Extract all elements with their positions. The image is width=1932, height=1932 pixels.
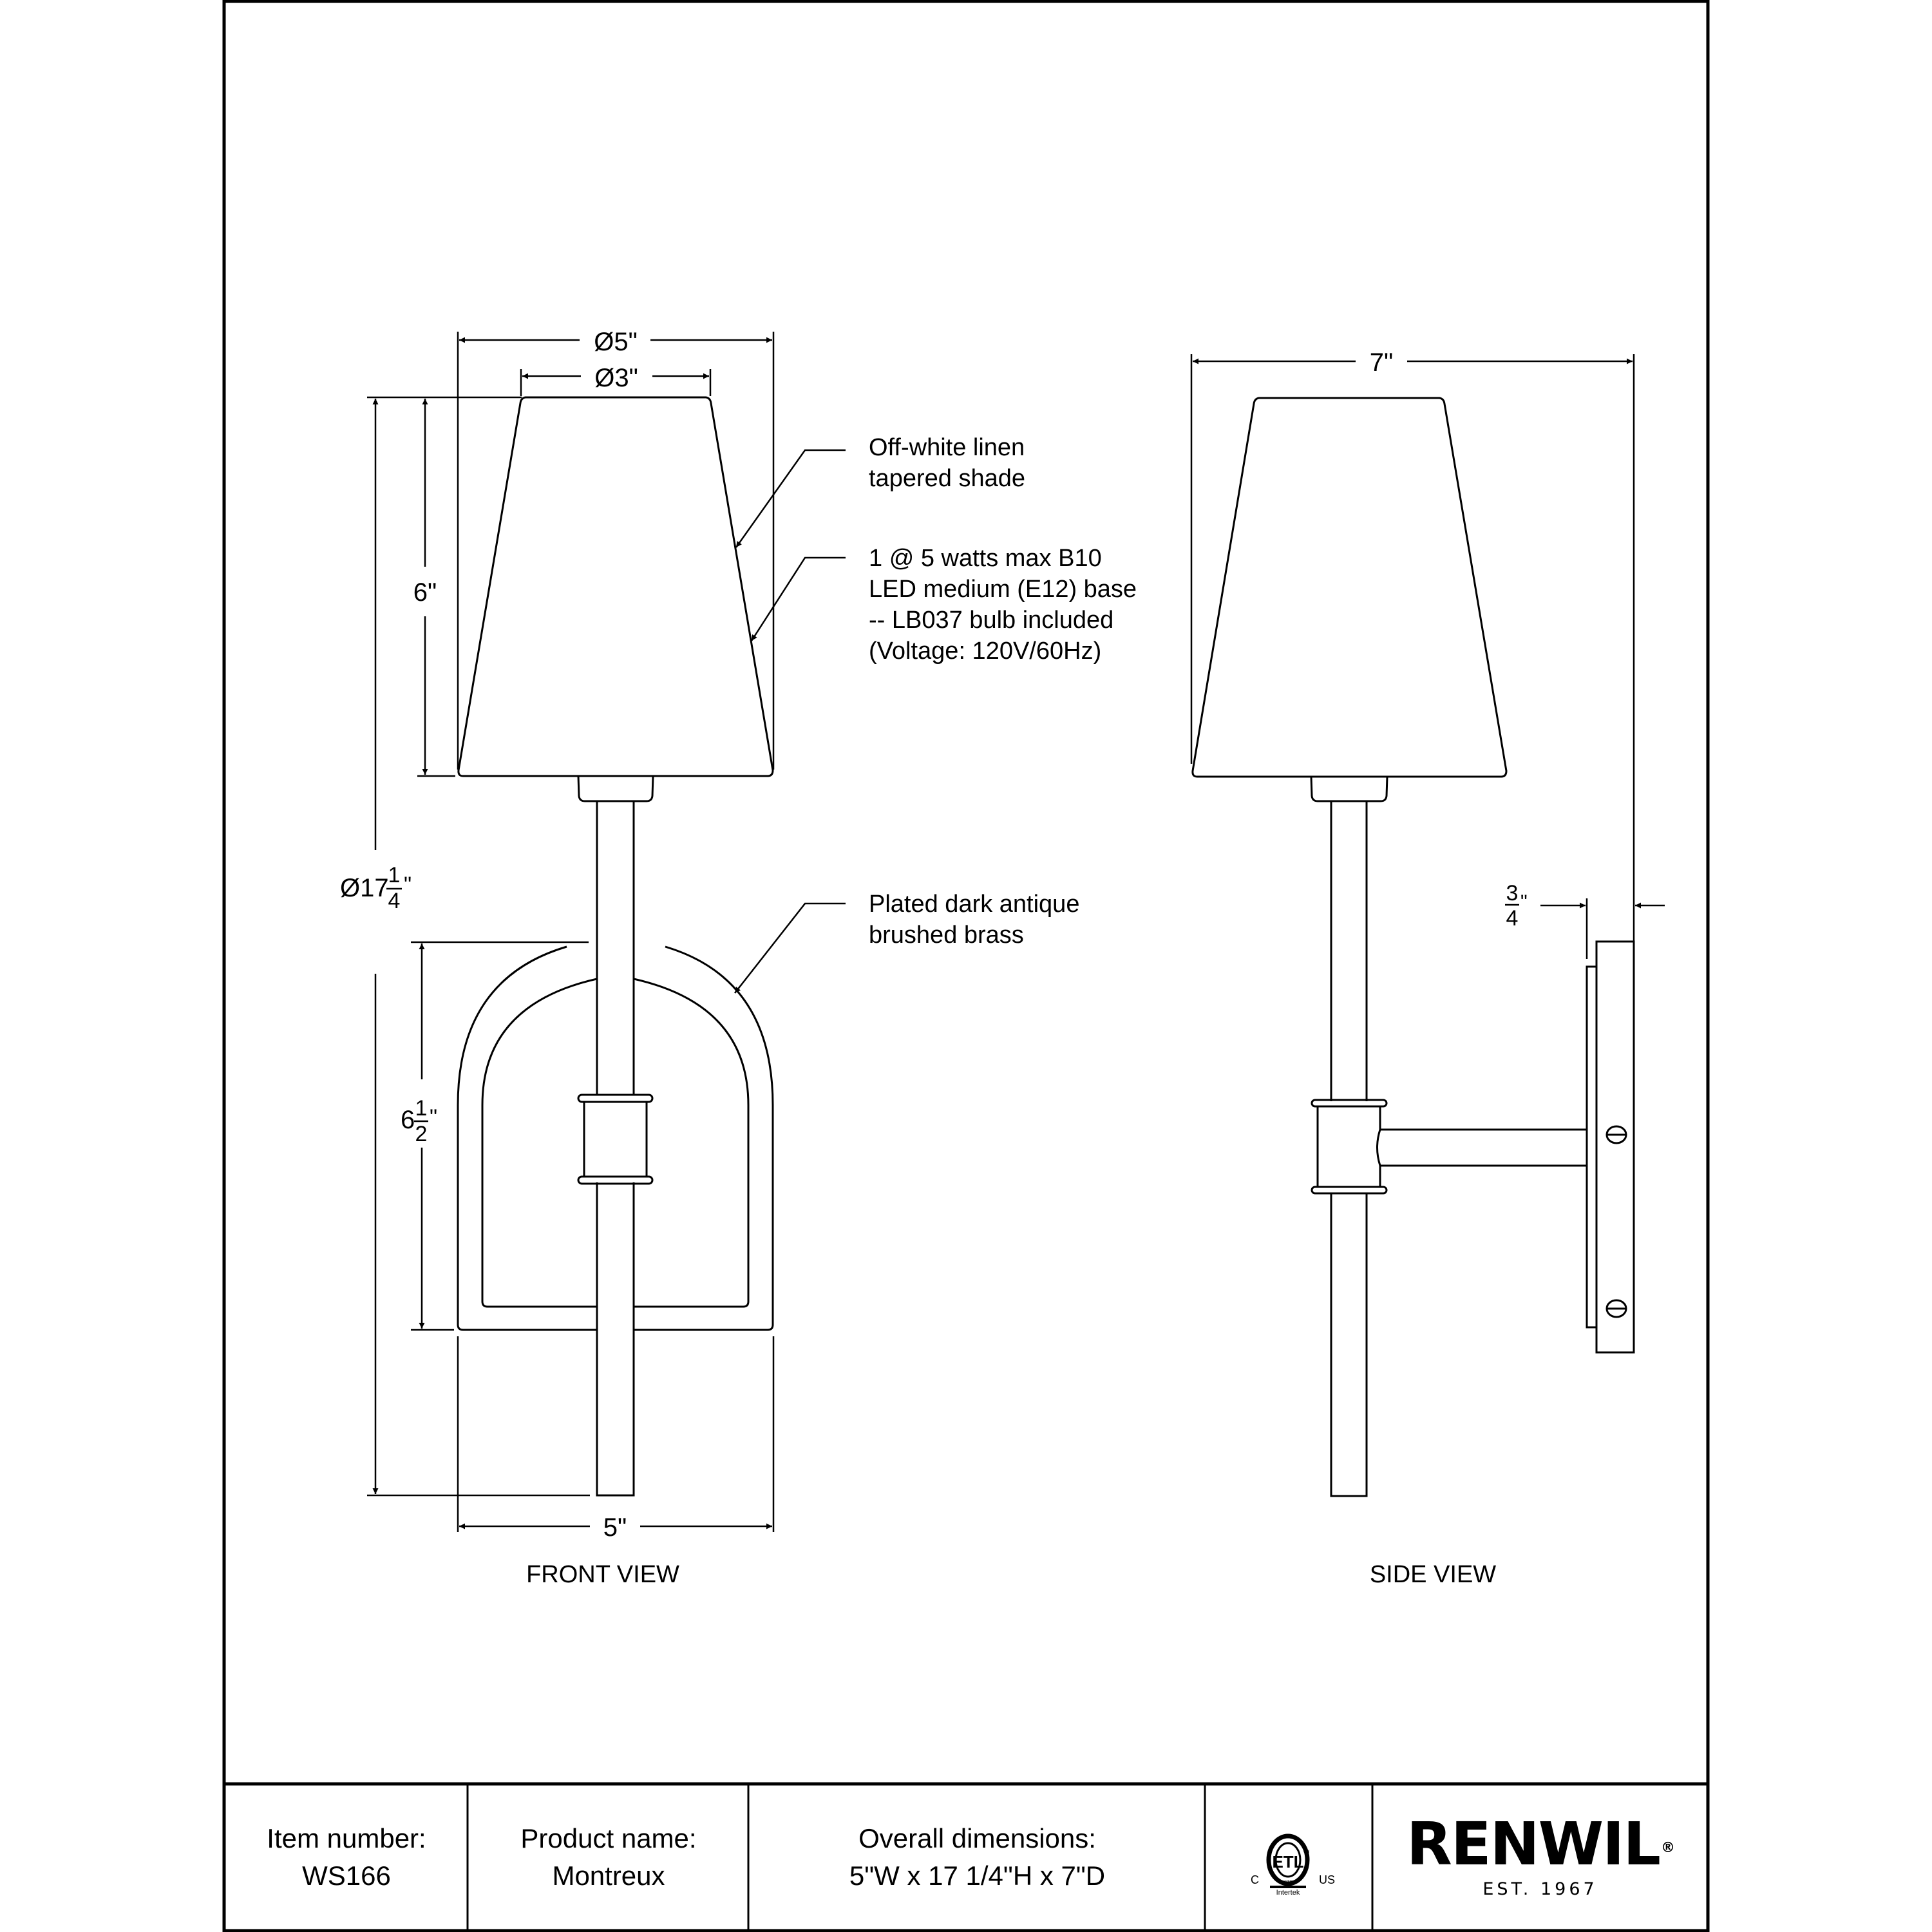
front-collar-ring-bottom [578,1177,652,1184]
front-collar-ring-top [578,1095,652,1102]
side-dimensions [1191,354,1665,959]
overall-dimensions-cell [750,1784,1205,1931]
dim-overall-height-den: 4 [388,889,401,913]
svg-text:C: C [1251,1873,1259,1886]
dim-backplate-height-whole: 6 [401,1106,415,1134]
screw-icon [1607,1300,1626,1317]
dim-overall-height: Ø17 [340,874,389,902]
inch-mark: " [430,1105,438,1130]
dim-shade-bottom-diameter: Ø5" [594,328,638,356]
overall-dimensions-label: Overall dimensions: [858,1823,1096,1853]
svg-text:US: US [1319,1873,1336,1886]
front-backplate-outer [458,947,773,1330]
callout-leaders [735,450,846,993]
svg-text:Intertek: Intertek [1276,1889,1300,1897]
side-socket [1311,777,1387,801]
svg-text:CM: CM [1303,1850,1310,1854]
front-dimensions [367,332,773,1532]
callout-finish: Plated dark antique brushed brass [869,891,1080,949]
front-collar-body [584,1102,647,1177]
dim-overall-width: 5" [603,1513,627,1542]
side-collar-ring-top [1312,1100,1387,1106]
dim-shade-top-diameter: Ø3" [594,364,638,392]
svg-text:ETL: ETL [1272,1852,1304,1871]
dim-shade-height: 6" [413,578,437,607]
side-view-label: SIDE VIEW [1369,1561,1497,1588]
inch-mark: " [1520,891,1528,913]
front-view-label: FRONT VIEW [526,1561,679,1588]
dim-backplate-height-den: 2 [415,1122,428,1146]
etl-listed-icon [1251,1836,1335,1897]
item-number-label: Item number: [267,1823,426,1853]
brand-tagline: EST. 1967 [1482,1879,1598,1899]
product-name-cell [469,1784,748,1931]
item-number-value: WS166 [302,1861,391,1891]
dim-overall-height-num: 1 [388,863,401,887]
dim-backplate-height-num: 1 [415,1096,428,1121]
sheet-border [224,1,1708,1931]
inch-mark: " [404,873,412,897]
screw-icon [1607,1126,1626,1143]
brand-logo: RENWIL® [1406,1810,1674,1879]
front-stem [597,801,634,1495]
front-shade [459,397,773,776]
product-name-value: Montreux [552,1861,665,1891]
brand-cell [1374,1784,1707,1931]
svg-text:LISTED: LISTED [1280,1880,1296,1885]
dim-overall-depth: 7" [1369,348,1394,377]
item-number-cell [225,1784,468,1931]
side-collar-body [1318,1106,1380,1187]
product-name-label: Product name: [520,1823,697,1853]
front-socket [578,776,653,801]
overall-dimensions-value: 5"W x 17 1/4"H x 7"D [849,1861,1106,1891]
front-view [458,397,773,1495]
side-backplate [1596,942,1634,1352]
callout-bulb: 1 @ 5 watts max B10 LED medium (E12) base -- LB037 bulb included (Voltage: 120V/60Hz) [869,545,1137,665]
dim-backplate-depth-den: 4 [1506,906,1519,931]
side-arm [1380,1130,1587,1166]
side-spacer-plate [1587,967,1596,1327]
side-collar-ring-bottom [1312,1187,1387,1193]
side-stem [1331,801,1367,1496]
front-backplate-inner [482,979,748,1307]
callout-shade: Off-white linen tapered shade [869,434,1025,492]
side-shade [1193,398,1506,777]
side-view [1193,398,1634,1496]
dim-backplate-depth-num: 3 [1506,881,1519,905]
